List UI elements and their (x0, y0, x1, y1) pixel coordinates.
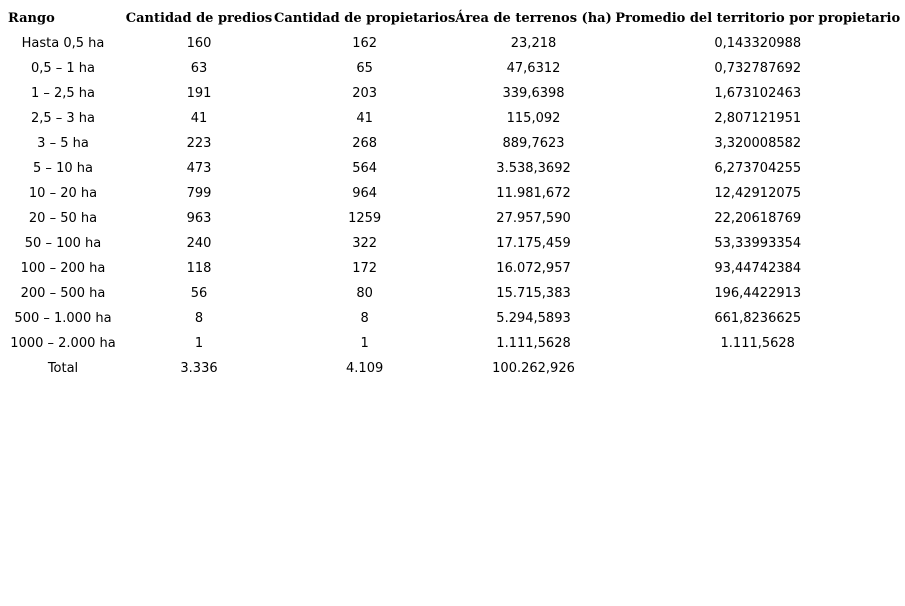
cell-area-terrenos: 27.957,590 (496, 211, 571, 226)
cell-rango: 20 – 50 ha (28, 211, 98, 226)
cell-rango: 10 – 20 ha (28, 186, 98, 201)
cell-area-terrenos: 16.072,957 (496, 261, 571, 276)
cell-area-terrenos: 17.175,459 (496, 236, 571, 251)
cell-rango: 1 – 2,5 ha (30, 86, 96, 101)
cell-rango: 50 – 100 ha (24, 236, 102, 251)
header-promedio-territorio: Promedio del territorio por propietario (615, 11, 901, 26)
cell-area-terrenos: 5.294,5893 (496, 311, 571, 326)
cell-rango: Hasta 0,5 ha (21, 36, 105, 51)
cell-promedio-territorio: 0,143320988 (714, 36, 802, 51)
cell-area-terrenos: 889,7623 (502, 136, 565, 151)
cell-promedio-territorio: 6,273704255 (714, 161, 802, 176)
total-row (2, 356, 904, 381)
cell-promedio-territorio: 196,4422913 (714, 286, 802, 301)
cell-cantidad-propietarios: 322 (352, 236, 378, 251)
land-distribution-table (2, 6, 904, 381)
cell-rango: 0,5 – 1 ha (30, 61, 96, 76)
table-row (2, 31, 904, 56)
cell-cantidad-predios: 1 (194, 336, 204, 351)
cell-cantidad-propietarios: 203 (352, 86, 378, 101)
cell-cantidad-propietarios: 268 (352, 136, 378, 151)
table-row (2, 156, 904, 181)
cell-cantidad-predios: 963 (186, 211, 212, 226)
cell-rango: 500 – 1.000 ha (14, 311, 112, 326)
cell-area-terrenos: 3.538,3692 (496, 161, 571, 176)
table-row (2, 256, 904, 281)
cell-cantidad-predios: 160 (186, 36, 212, 51)
cell-cantidad-predios: 41 (190, 111, 208, 126)
cell-promedio-territorio: 12,42912075 (714, 186, 802, 201)
cell-cantidad-predios: 799 (186, 186, 212, 201)
cell-promedio-territorio: 53,33993354 (714, 236, 802, 251)
header-cantidad-propietarios: Cantidad de propietarios (274, 11, 456, 26)
cell-promedio-territorio (612, 356, 904, 381)
cell-rango: 100 – 200 ha (20, 261, 106, 276)
table-row (2, 306, 904, 331)
table-row (2, 131, 904, 156)
cell-promedio-territorio: 0,732787692 (714, 61, 802, 76)
table-row (2, 181, 904, 206)
cell-rango: 1000 – 2.000 ha (10, 336, 116, 351)
table-row (2, 56, 904, 81)
cell-cantidad-predios: 223 (186, 136, 212, 151)
cell-cantidad-propietarios: 41 (356, 111, 373, 126)
cell-promedio-territorio: 1,673102463 (714, 86, 802, 101)
cell-cantidad-predios: 56 (190, 286, 208, 301)
cell-cantidad-propietarios: 1 (360, 336, 369, 351)
cell-cantidad-propietarios: 8 (360, 311, 369, 326)
cell-area-terrenos: 47,6312 (506, 61, 561, 76)
cell-rango: 5 – 10 ha (33, 161, 93, 176)
cell-cantidad-predios: 240 (186, 236, 212, 251)
cell-cantidad-propietarios: 172 (352, 261, 378, 276)
table-body (2, 31, 904, 381)
cell-promedio-territorio: 1.111,5628 (720, 336, 795, 351)
header-cantidad-predios: Cantidad de predios (125, 11, 273, 26)
cell-area-terrenos: 11.981,672 (496, 186, 571, 201)
cell-cantidad-propietarios: 964 (352, 186, 378, 201)
header-row (2, 6, 904, 31)
table-header (2, 6, 904, 31)
table-row (2, 106, 904, 131)
cell-area-terrenos: 23,218 (510, 36, 557, 51)
cell-rango: Total (47, 361, 79, 376)
header-rango: Rango (8, 11, 55, 26)
cell-cantidad-predios: 63 (190, 61, 208, 76)
cell-cantidad-predios: 191 (186, 86, 212, 101)
cell-cantidad-propietarios: 162 (352, 36, 378, 51)
header-area-terrenos: Área de terrenos (ha) (455, 11, 612, 26)
cell-area-terrenos: 115,092 (506, 111, 561, 126)
cell-cantidad-predios: 8 (194, 311, 204, 326)
cell-area-terrenos: 15.715,383 (496, 286, 571, 301)
table-row (2, 281, 904, 306)
cell-area-terrenos: 1.111,5628 (496, 336, 571, 351)
cell-cantidad-predios: 473 (186, 161, 212, 176)
cell-cantidad-propietarios: 80 (356, 286, 373, 301)
cell-area-terrenos: 339,6398 (502, 86, 565, 101)
cell-promedio-territorio: 661,8236625 (714, 311, 802, 326)
table-row (2, 81, 904, 106)
cell-area-terrenos: 100.262,926 (492, 361, 575, 376)
cell-rango: 200 – 500 ha (20, 286, 106, 301)
cell-rango: 2,5 – 3 ha (30, 111, 96, 126)
table-row (2, 206, 904, 231)
cell-cantidad-propietarios: 65 (356, 61, 373, 76)
cell-cantidad-propietarios: 564 (352, 161, 378, 176)
cell-promedio-territorio: 2,807121951 (714, 111, 802, 126)
cell-promedio-territorio: 22,20618769 (714, 211, 802, 226)
cell-cantidad-propietarios: 1259 (348, 211, 382, 226)
cell-promedio-territorio: 93,44742384 (714, 261, 802, 276)
cell-cantidad-predios: 118 (186, 261, 212, 276)
cell-promedio-territorio: 3,320008582 (714, 136, 802, 151)
cell-cantidad-propietarios: 4.109 (346, 361, 384, 376)
cell-cantidad-predios: 3.336 (180, 361, 218, 376)
table-row (2, 331, 904, 356)
table-row (2, 231, 904, 256)
cell-rango: 3 – 5 ha (37, 136, 89, 151)
